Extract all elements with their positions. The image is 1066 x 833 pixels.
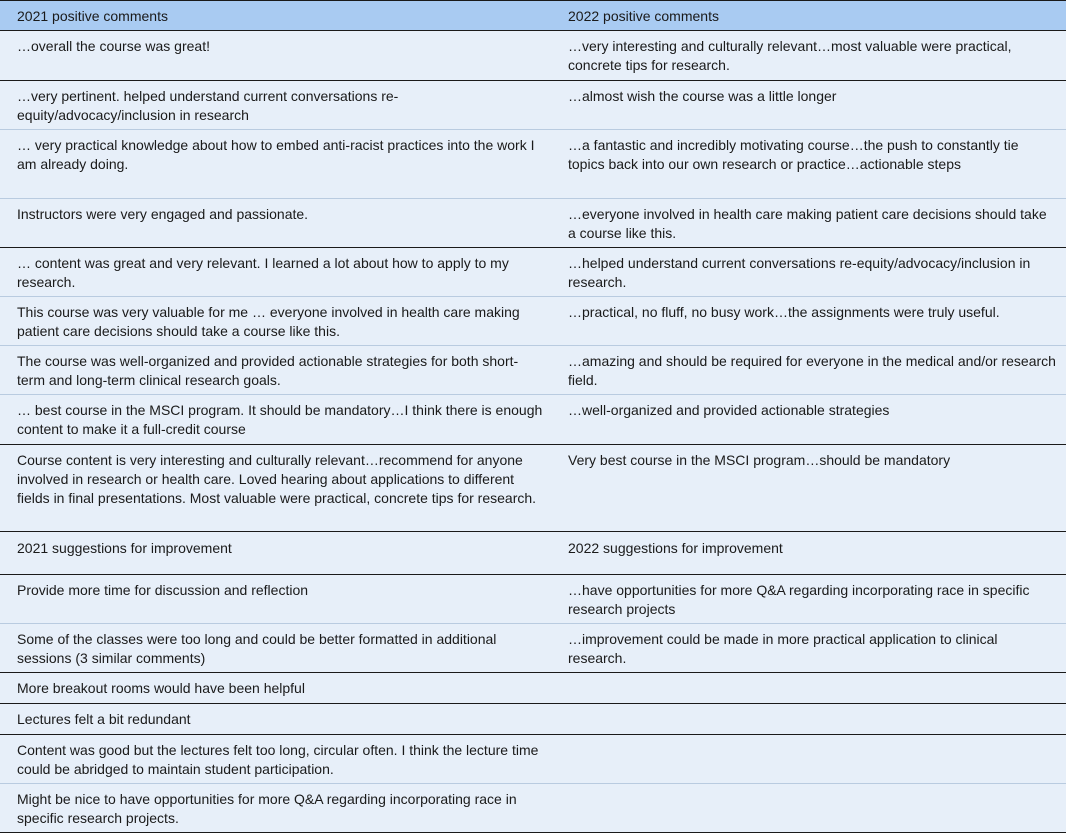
table-row	[0, 445, 1066, 532]
cell-2022	[551, 673, 1066, 704]
positive-header-row	[0, 1, 1066, 31]
cell-2021: …very pertinent. helped understand current conversations re-equity/advocacy/inclusion in research	[0, 81, 551, 130]
cell-2021: Might be nice to have opportunities for more Q&A regarding incorporating race in specific research projects.	[0, 784, 551, 833]
cell-2021: Instructors were very engaged and passionate.	[0, 199, 551, 248]
cell-2021: This course was very valuable for me … everyone involved in health care making patient care decisions should take a course like this.	[0, 297, 551, 346]
table-row	[0, 81, 1066, 130]
cell-2021: Provide more time for discussion and reflection	[0, 575, 551, 624]
header-2022-positive: 2022 positive comments	[551, 1, 1066, 31]
table-row	[0, 248, 1066, 297]
cell-2022: …helped understand current conversations re-equity/advocacy/inclusion in research.	[551, 248, 1066, 297]
cell-2021: Some of the classes were too long and could be better formatted in additional sessions (3 similar comments)	[0, 624, 551, 673]
table-row	[0, 297, 1066, 346]
cell-2022: …well-organized and provided actionable strategies	[551, 395, 1066, 445]
table-row	[0, 575, 1066, 624]
cell-2021: … very practical knowledge about how to embed anti-racist practices into the work I am already doing.	[0, 130, 551, 199]
table-row	[0, 784, 1066, 833]
cell-2022: …everyone involved in health care making patient care decisions should take a course like this.	[551, 199, 1066, 248]
table-row	[0, 395, 1066, 445]
cell-2021: More breakout rooms would have been helpful	[0, 673, 551, 704]
cell-2021: Lectures felt a bit redundant	[0, 704, 551, 735]
cell-2022: …amazing and should be required for everyone in the medical and/or research field.	[551, 346, 1066, 395]
cell-2022	[551, 704, 1066, 735]
cell-2022: …practical, no fluff, no busy work…the assignments were truly useful.	[551, 297, 1066, 346]
table-row	[0, 704, 1066, 735]
cell-2022: …very interesting and culturally relevant…most valuable were practical, concrete tips for research.	[551, 31, 1066, 81]
table-row	[0, 130, 1066, 199]
header-2022-suggestions: 2022 suggestions for improvement	[551, 532, 1066, 575]
cell-2021: … best course in the MSCI program. It should be mandatory…I think there is enough content to make it a full-credit course	[0, 395, 551, 445]
cell-2021: Content was good but the lectures felt too long, circular often. I think the lecture time could be abridged to maintain student participation.	[0, 735, 551, 784]
cell-2022	[551, 735, 1066, 784]
cell-2021: Course content is very interesting and culturally relevant…recommend for anyone involved in research or health care. Loved hearing about applications to different fields in final presentations. Most valuable were practical, concrete tips for research.	[0, 445, 551, 532]
cell-2022: …have opportunities for more Q&A regarding incorporating race in specific research projects	[551, 575, 1066, 624]
cell-2022	[551, 784, 1066, 833]
suggestions-header-row	[0, 532, 1066, 575]
cell-2021: The course was well-organized and provided actionable strategies for both short-term and long-term clinical research goals.	[0, 346, 551, 395]
table-row	[0, 735, 1066, 784]
table-row	[0, 31, 1066, 81]
cell-2022: Very best course in the MSCI program…should be mandatory	[551, 445, 1066, 532]
cell-2022: …a fantastic and incredibly motivating course…the push to constantly tie topics back into our own research or practice…actionable steps	[551, 130, 1066, 199]
cell-2021: … content was great and very relevant. I learned a lot about how to apply to my research.	[0, 248, 551, 297]
table-row	[0, 624, 1066, 673]
table-row	[0, 199, 1066, 248]
table-row	[0, 673, 1066, 704]
cell-2022: …almost wish the course was a little longer	[551, 81, 1066, 130]
table-row	[0, 346, 1066, 395]
cell-2022: …improvement could be made in more practical application to clinical research.	[551, 624, 1066, 673]
header-2021-positive: 2021 positive comments	[0, 1, 551, 31]
header-2021-suggestions: 2021 suggestions for improvement	[0, 532, 551, 575]
cell-2021: …overall the course was great!	[0, 31, 551, 81]
